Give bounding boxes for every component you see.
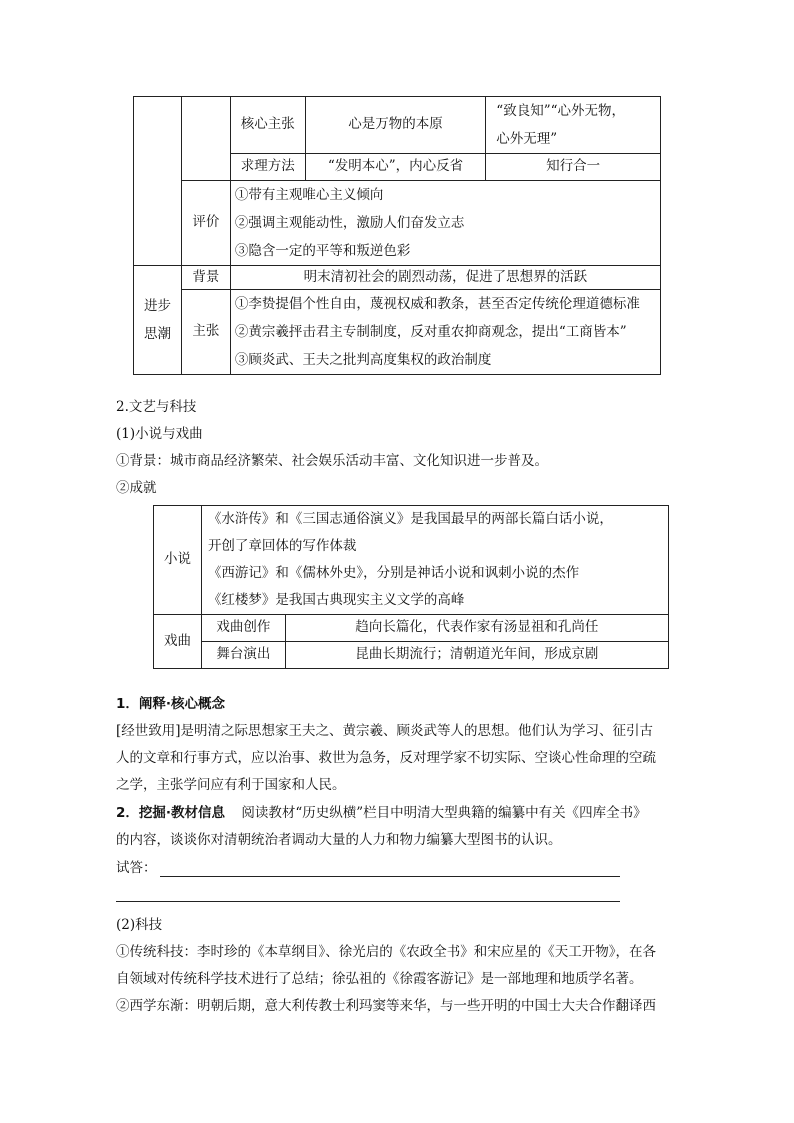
progress-label: 进步 思潮 <box>134 266 182 375</box>
bg-text: 明末清初社会的剧烈动荡，促进了思想界的活跃 <box>230 266 660 290</box>
mining-heading: 2．挖掘·教材信息 <box>116 805 226 821</box>
novel-items: 《水浒传》和《三国志通俗演义》是我国最早的两部长篇白话小说， 开创了章回体的写作体裁 《西游记》和《儒林外史》，分别是神话小说和讽刺小说的杰作 《红楼梦》是我国古典现实主义文学的高峰 <box>201 506 668 615</box>
concept-heading: 1．阐释·核心概念 <box>116 696 226 712</box>
literature-table <box>153 505 669 669</box>
claim-items: ①李贽提倡个性自由，蔑视权威和教条，甚至否定传统伦理道德标准 ②黄宗羲抨击君主专制制度，反对重农抑商观念，提出“工商皆本” ③顾炎武、王夫之批判高度集权的政治制度 <box>230 290 660 375</box>
eval-items: ①带有主观唯心主义倾向 ②强调主观能动性，激励人们奋发立志 ③隐含一定的平等和叛逆色彩 <box>230 181 660 266</box>
tech-title: (2)科技 <box>116 917 163 933</box>
drama-value: 趋向长篇化，代表作家有汤显祖和孔尚任 <box>285 615 668 642</box>
tech-line: 自领域对传统科学技术进行了总结；徐弘祖的《徐霞客游记》是一部地理和地质学名著。 <box>116 971 643 987</box>
row-label-core: 核心主张 <box>230 97 305 154</box>
novel-label: 小说 <box>154 506 202 615</box>
row-label-eval: 评价 <box>181 181 230 266</box>
philosophy-table <box>133 96 661 375</box>
answer-input-line[interactable] <box>160 876 620 877</box>
background-text: ①背景：城市商品经济繁荣、社会娱乐活动丰富、文化知识进一步普及。 <box>116 453 548 469</box>
drama-key: 戏曲创作 <box>201 615 285 642</box>
table-cell-empty <box>181 97 230 181</box>
lu-method: “发明本心”，内心反省 <box>305 154 486 181</box>
mining-text: 阅读教材“历史纵横”栏目中明清大型典籍的编纂中有关《四库全书》 <box>241 805 647 821</box>
mining-line: 的内容，谈谈你对清朝统治者调动大量的人力和物力编纂大型图书的认识。 <box>116 832 562 848</box>
section-title: 2.文艺与科技 <box>116 399 197 415</box>
concept-line: 之学，主张学问应有利于国家和人民。 <box>116 777 346 793</box>
mining-line <box>116 803 647 823</box>
wang-method: 知行合一 <box>486 154 661 181</box>
wang-core-claim: “致良知”“心外无物， 心外无理” <box>486 97 661 154</box>
concept-line: 人的文章和行事方式，应以治事、救世为急务，反对理学家不切实际、空谈心性命理的空疏 <box>116 750 656 766</box>
table-cell-empty <box>134 97 182 266</box>
tech-line: ①传统科技：李时珍的《本草纲目》、徐光启的《农政全书》和宋应星的《天工开物》，在各 <box>116 944 656 960</box>
concept-line: [经世致用]是明清之际思想家王夫之、黄宗羲、顾炎武等人的思想。他们认为学习、征引古 <box>116 723 654 739</box>
row-label-method: 求理方法 <box>230 154 305 181</box>
bg-label: 背景 <box>181 266 230 290</box>
drama-value: 昆曲长期流行；清朝道光年间，形成京剧 <box>285 642 668 669</box>
drama-key: 舞台演出 <box>201 642 285 669</box>
answer-input-line[interactable] <box>116 901 620 902</box>
subsection-title: (1)小说与戏曲 <box>116 426 203 442</box>
lu-core-claim: 心是万物的本原 <box>305 97 486 154</box>
tech-line: ②西学东渐：明朝后期，意大利传教士利玛窦等来华，与一些开明的中国士大夫合作翻译西 <box>116 998 656 1014</box>
answer-label: 试答： <box>116 860 157 876</box>
achievement-label: ②成就 <box>116 480 157 496</box>
claim-label: 主张 <box>181 290 230 375</box>
drama-label: 戏曲 <box>154 615 202 669</box>
